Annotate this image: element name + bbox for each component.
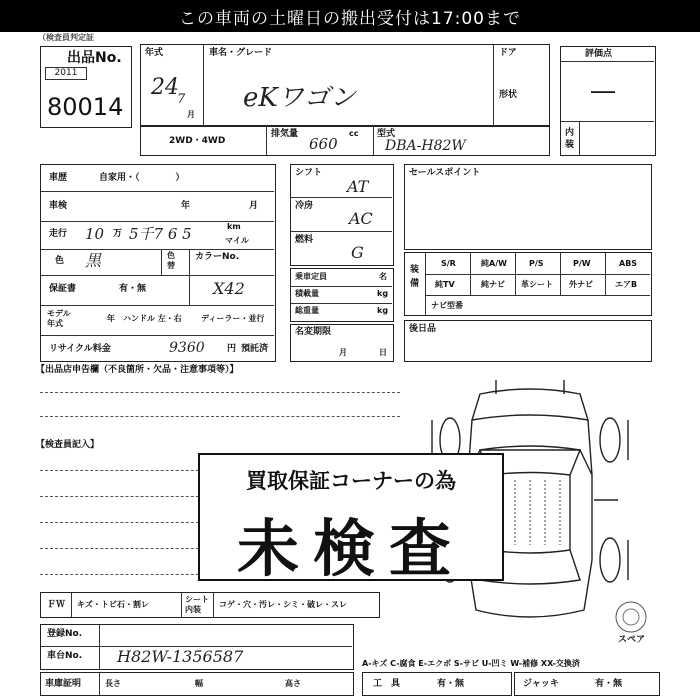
- gross-unit: kg: [377, 306, 389, 315]
- stamp-line2: 未検査: [236, 512, 465, 585]
- history-value: 自家用・（ ）: [99, 173, 185, 183]
- shift-value: AT: [347, 177, 369, 196]
- vehicle-header-box: [140, 44, 550, 126]
- sales-label: セールスポイント: [409, 168, 481, 178]
- jack-box: [514, 672, 660, 696]
- height-label: 高さ: [285, 679, 301, 688]
- tools-value: 有・無: [437, 679, 465, 689]
- drive-label: 2WD・4WD: [169, 136, 226, 146]
- year-value: 24: [151, 75, 179, 100]
- seat-value: コゲ・穴・汚レ・シミ・破レ・スレ: [219, 600, 347, 609]
- fuel-value: G: [351, 243, 364, 262]
- interior-label: 内装: [565, 128, 575, 150]
- name-label: 車名・グレード: [209, 48, 273, 58]
- navi-label: ナビ型番: [431, 301, 463, 310]
- colorno-label: カラーNo.: [195, 252, 240, 262]
- equip-item: S/R: [441, 259, 456, 268]
- inspection-month: 月: [249, 201, 259, 211]
- equip-item: 純A/W: [481, 259, 507, 268]
- inspection-year: 年: [181, 201, 191, 211]
- regchange-box: [290, 324, 394, 362]
- equip-label: 装備: [410, 265, 420, 289]
- width-label: 幅: [195, 679, 203, 688]
- displacement-unit: cc: [349, 129, 359, 138]
- color-value: 黒: [85, 251, 102, 270]
- lot-label: 出品No.: [67, 50, 122, 66]
- handle-label: ハンドル 左・右: [123, 314, 182, 323]
- regchange-day: 日: [379, 348, 387, 357]
- recycle-unit: 円: [227, 344, 237, 354]
- grade-label: 評価点: [585, 49, 613, 59]
- equip-box: [404, 252, 652, 316]
- aircon-value: AC: [349, 209, 373, 228]
- capacity-unit: 名: [379, 272, 387, 281]
- mileage-value: 5千7 6 5: [129, 225, 192, 243]
- grade-box: [560, 46, 656, 156]
- equip-item: 純TV: [435, 280, 455, 289]
- capacity-label: 乗車定員: [295, 272, 327, 281]
- name-value: eKワゴン: [243, 83, 356, 113]
- regchange-month: 月: [339, 348, 347, 357]
- mileage-mile: マイル: [225, 236, 249, 245]
- after-label: 後日品: [409, 324, 437, 334]
- equip-item: P/S: [529, 259, 544, 268]
- chassis-box: [40, 624, 354, 670]
- spec-box: [40, 164, 276, 362]
- equip-item: 革シート: [521, 280, 553, 289]
- not-inspected-stamp: [198, 453, 504, 585]
- certificate-label: 車庫証明: [45, 679, 82, 689]
- regchange-label: 名変期限: [295, 327, 332, 337]
- shift-box: [290, 164, 394, 266]
- warranty-value: 有・無: [119, 284, 147, 294]
- after-box: [404, 320, 652, 362]
- banner-notice: この車両の土曜日の搬出受付は17:00まで: [0, 0, 700, 32]
- notes-label: 【出品店申告欄（不良箇所・欠品・注意事項等）】: [36, 365, 239, 375]
- sales-box: [404, 164, 652, 250]
- mileage-km: km: [227, 222, 241, 231]
- color-change-label: 色替: [167, 251, 175, 270]
- fw-value: キズ・トビ石・割レ: [77, 600, 149, 609]
- lot-year-tag: 2011: [45, 67, 87, 80]
- warranty-label: 保証書: [49, 284, 77, 294]
- dealer-label: ディーラー・並行: [201, 314, 265, 323]
- mileage-man-unit: 万: [113, 229, 123, 239]
- month-value: 7: [177, 92, 186, 107]
- mileage-label: 走行: [49, 229, 68, 239]
- chassis-value: H82W-1356587: [117, 647, 244, 666]
- history-label: 車歴: [49, 173, 68, 183]
- equip-item: P/W: [573, 259, 591, 268]
- shape-label: 形状: [499, 90, 518, 100]
- grade-value: ―: [591, 77, 615, 105]
- model-value: DBA-H82W: [385, 138, 466, 154]
- fw-label: ＦＷ: [47, 600, 66, 610]
- recycle-status: 預託済: [241, 344, 269, 354]
- displacement-value: 660: [309, 135, 338, 153]
- equip-item: ABS: [619, 259, 638, 268]
- capacity-box: [290, 268, 394, 322]
- tools-box: [362, 672, 512, 696]
- year-label: 年式: [145, 48, 164, 58]
- recycle-value: 9360: [169, 340, 205, 356]
- stamp-line1: 買取保証コーナーの為: [246, 469, 456, 493]
- shift-label: シフト: [295, 168, 323, 178]
- damage-legend: A-キズ C-腐食 E-エクボ S-サビ U-凹ミ W-補修 XX-交換済: [362, 659, 580, 668]
- lot-box: [40, 46, 132, 128]
- drive-row-box: [140, 126, 550, 156]
- gross-label: 総重量: [295, 306, 319, 315]
- inspection-label: 車検: [49, 201, 68, 211]
- month-unit: 月: [187, 110, 195, 119]
- certificate-box: [40, 672, 354, 696]
- chassis-label: 車台No.: [47, 651, 83, 661]
- model-year-unit: 年: [107, 314, 115, 323]
- load-unit: kg: [377, 289, 389, 298]
- load-label: 積載量: [295, 289, 319, 298]
- lot-number: 80014: [47, 93, 124, 121]
- mileage-man: 10: [85, 225, 105, 243]
- reg-no-label: 登録No.: [47, 629, 83, 639]
- tools-label: 工 具: [373, 679, 401, 689]
- jack-value: 有・無: [595, 679, 623, 689]
- header-cut-text: （検査員判定証: [38, 33, 94, 42]
- spare-tire-icon: [614, 600, 648, 634]
- equip-item: エアB: [615, 280, 638, 289]
- inspector-label: 【検査員記入】: [36, 440, 100, 450]
- equip-item: 外ナビ: [569, 280, 593, 289]
- fw-row-box: [40, 592, 380, 618]
- equip-item: 純ナビ: [481, 280, 505, 289]
- door-label: ドア: [499, 48, 517, 58]
- color-label: 色: [55, 256, 65, 266]
- recycle-label: リサイクル料金: [49, 344, 111, 354]
- length-label: 長さ: [105, 679, 121, 688]
- jack-label: ジャッキ: [523, 679, 559, 689]
- model-label: 型式: [377, 129, 396, 139]
- spare-label: スペア: [618, 635, 646, 645]
- seat-label: シート内装: [185, 595, 209, 614]
- aircon-label: 冷房: [295, 201, 314, 211]
- colorno-value: X42: [213, 279, 245, 298]
- fuel-label: 燃料: [295, 235, 314, 245]
- displacement-label: 排気量: [271, 129, 299, 139]
- model-year-label: モデル年式: [47, 309, 71, 328]
